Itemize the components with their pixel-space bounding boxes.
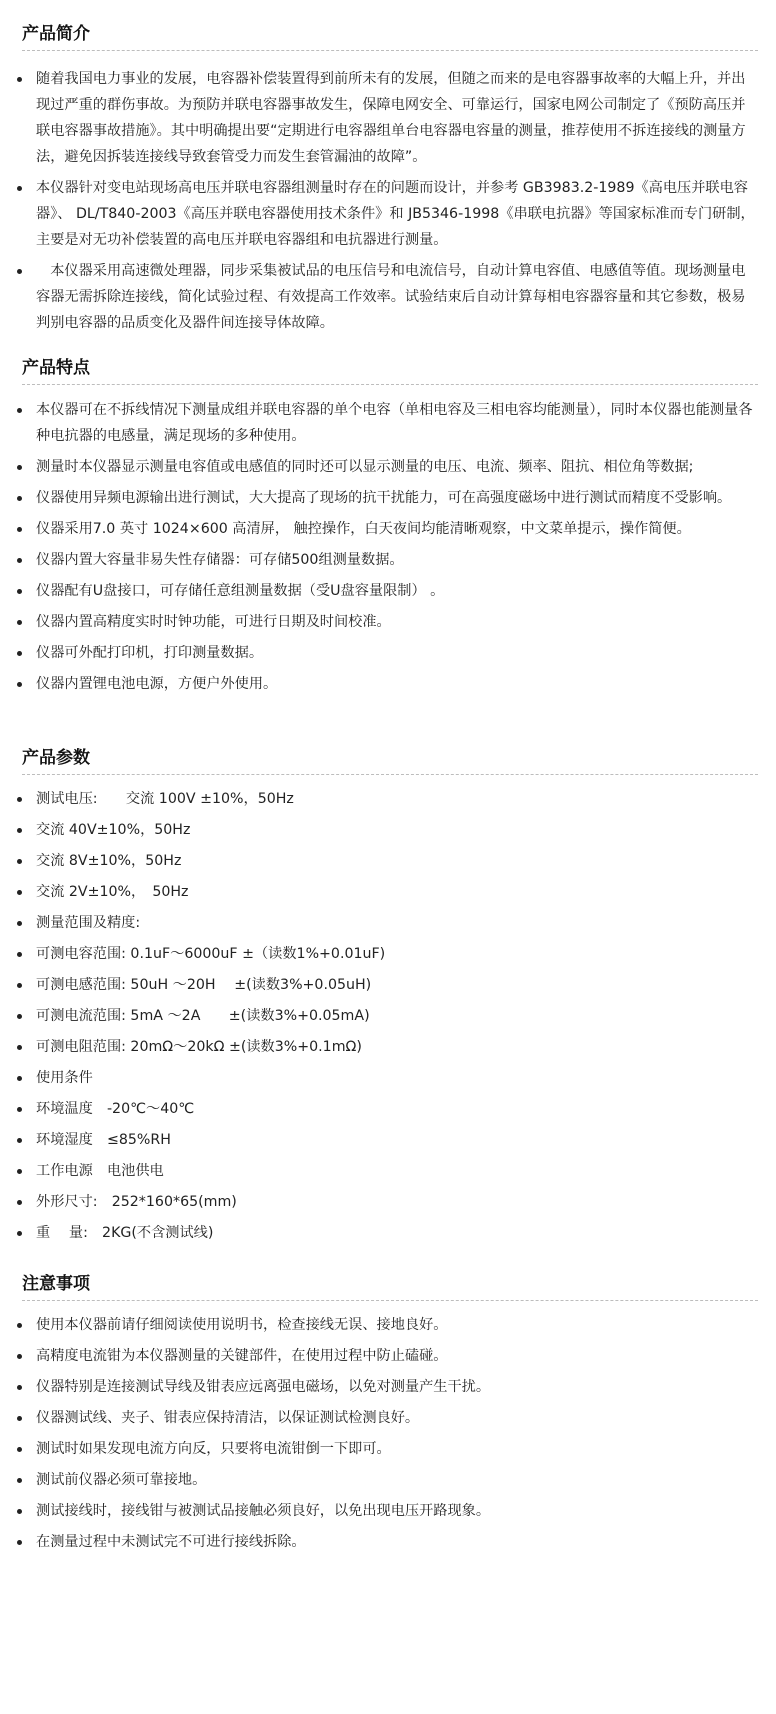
bullet-icon — [17, 682, 22, 687]
section-header-features — [0, 350, 776, 386]
notes-list — [0, 1312, 776, 1560]
list-item-text: 仪器测试线、夹子、钳表应保持清洁，以保证测试检测良好。 — [36, 1410, 420, 1426]
bullet-icon — [17, 952, 22, 957]
section-title-params: 产品参数 — [22, 748, 90, 768]
list-item — [0, 1467, 776, 1493]
list-item-text: 仪器配有U盘接口，可存储任意组测量数据（受U盘容量限制） 。 — [36, 583, 445, 599]
list-item — [0, 258, 776, 336]
bullet-icon — [17, 651, 22, 656]
bullet-icon — [17, 465, 22, 470]
list-item-text: 环境温度 -20℃～40℃ — [36, 1101, 195, 1117]
list-item — [0, 397, 776, 449]
bullet-icon — [17, 496, 22, 501]
list-item — [0, 1529, 776, 1555]
list-item — [0, 454, 776, 480]
list-item-text: 仪器特别是连接测试导线及钳表应远离强电磁场，以免对测量产生干扰。 — [36, 1379, 491, 1395]
list-item-text: 仪器内置高精度实时时钟功能，可进行日期及时间校准。 — [36, 614, 391, 630]
bullet-icon — [17, 620, 22, 625]
list-item-text: 仪器可外配打印机，打印测量数据。 — [36, 645, 264, 661]
list-item — [0, 1189, 776, 1215]
section-title-notes: 注意事项 — [22, 1274, 90, 1294]
list-item — [0, 516, 776, 542]
list-item — [0, 1343, 776, 1369]
list-item-text: 测试电压: 交流 100V ±10%，50Hz — [36, 791, 294, 807]
list-item — [0, 1312, 776, 1338]
bullet-icon — [17, 1014, 22, 1019]
bullet-icon — [17, 558, 22, 563]
list-item-text: 本仪器针对变电站现场高电压并联电容器组测量时存在的问题而设计，并参考 GB3983.2-1989《高电压并联电容器》、 DL/T840-2003《高压并联电容器使用技术条件》和 JB5346-1998《串联电抗器》等国家标准而专门研制，主要是对无功补偿装置的高电压并联电容器组和电抗器进行测量。 — [36, 180, 755, 248]
list-item-text: 测量范围及精度: — [36, 915, 141, 931]
list-item — [0, 941, 776, 967]
list-item-text: 测试时如果发现电流方向反，只要将电流钳倒一下即可。 — [36, 1441, 391, 1457]
list-item — [0, 175, 776, 253]
list-item-text: 仪器内置大容量非易失性存储器：可存储500组测量数据。 — [36, 552, 404, 568]
list-item-text: 可测电感范围: 50uH ～20H ±(读数3%+0.05uH) — [36, 977, 372, 993]
list-item — [0, 817, 776, 843]
bullet-icon — [17, 1138, 22, 1143]
bullet-icon — [17, 1478, 22, 1483]
list-item — [0, 578, 776, 604]
list-item-text: 外形尺寸: 252*160*65(mm) — [36, 1194, 237, 1210]
list-item-text: 环境湿度 ≤85%RH — [36, 1132, 171, 1148]
list-item-text: 交流 40V±10%，50Hz — [36, 822, 191, 838]
bullet-icon — [17, 408, 22, 413]
bullet-icon — [17, 828, 22, 833]
list-item — [0, 786, 776, 812]
section-divider — [22, 1300, 758, 1301]
section-title-intro: 产品简介 — [22, 24, 90, 44]
list-item — [0, 1096, 776, 1122]
list-item — [0, 1065, 776, 1091]
list-item-text: 重 量: 2KG(不含测试线) — [36, 1225, 214, 1241]
list-item — [0, 1220, 776, 1246]
section-title-features: 产品特点 — [22, 358, 90, 378]
bullet-icon — [17, 983, 22, 988]
bullet-icon — [17, 890, 22, 895]
bullet-icon — [17, 1323, 22, 1328]
bullet-icon — [17, 186, 22, 191]
bullet-icon — [17, 1354, 22, 1359]
bullet-icon — [17, 1416, 22, 1421]
bullet-icon — [17, 797, 22, 802]
list-item-text: 在测量过程中未测试完不可进行接线拆除。 — [36, 1534, 306, 1550]
list-item-text: 仪器内置锂电池电源，方便户外使用。 — [36, 676, 278, 692]
params-list — [0, 786, 776, 1251]
intro-list — [0, 66, 776, 341]
list-item — [0, 1127, 776, 1153]
list-item — [0, 1034, 776, 1060]
list-item — [0, 1498, 776, 1524]
section-header-notes — [0, 1266, 776, 1302]
list-item-text: 本仪器采用高速微处理器，同步采集被试品的电压信号和电流信号，自动计算电容值、电感值等值。现场测量电容器无需拆除连接线，简化试验过程、有效提高工作效率。试验结束后自动计算每相电容器容量和其它参数，极易判别电容器的品质变化及器件间连接导体故障。 — [36, 263, 746, 331]
list-item-text: 可测电阻范围: 20mΩ～20kΩ ±(读数3%+0.1mΩ) — [36, 1039, 362, 1055]
bullet-icon — [17, 589, 22, 594]
bullet-icon — [17, 1509, 22, 1514]
bullet-icon — [17, 269, 22, 274]
section-header-intro — [0, 16, 776, 52]
section-divider — [22, 50, 758, 51]
list-item — [0, 910, 776, 936]
list-item — [0, 1374, 776, 1400]
list-item — [0, 848, 776, 874]
section-divider — [22, 774, 758, 775]
list-item — [0, 547, 776, 573]
list-item — [0, 1158, 776, 1184]
list-item-text: 使用条件 — [36, 1070, 93, 1086]
list-item — [0, 671, 776, 697]
list-item-text: 仪器采用7.0 英寸 1024×600 高清屏， 触控操作，白天夜间均能清晰观察，中文菜单提示，操作简便。 — [36, 521, 691, 537]
list-item-text: 使用本仪器前请仔细阅读使用说明书，检查接线无误、接地良好。 — [36, 1317, 448, 1333]
bullet-icon — [17, 1200, 22, 1205]
list-item-text: 工作电源 电池供电 — [36, 1163, 164, 1179]
list-item — [0, 609, 776, 635]
bullet-icon — [17, 921, 22, 926]
list-item-text: 可测电容范围: 0.1uF～6000uF ±（读数1%+0.01uF) — [36, 946, 386, 962]
bullet-icon — [17, 527, 22, 532]
list-item-text: 交流 8V±10%，50Hz — [36, 853, 182, 869]
bullet-icon — [17, 1231, 22, 1236]
bullet-icon — [17, 77, 22, 82]
features-list — [0, 397, 776, 702]
list-item — [0, 1436, 776, 1462]
bullet-icon — [17, 859, 22, 864]
list-item-text: 测试接线时，接线钳与被测试品接触必须良好，以免出现电压开路现象。 — [36, 1503, 491, 1519]
bullet-icon — [17, 1169, 22, 1174]
list-item-text: 高精度电流钳为本仪器测量的关键部件，在使用过程中防止磕碰。 — [36, 1348, 448, 1364]
list-item-text: 测试前仪器必须可靠接地。 — [36, 1472, 207, 1488]
list-item — [0, 1405, 776, 1431]
list-item-text: 可测电流范围: 5mA ～2A ±(读数3%+0.05mA) — [36, 1008, 370, 1024]
bullet-icon — [17, 1447, 22, 1452]
section-divider — [22, 384, 758, 385]
list-item — [0, 640, 776, 666]
section-header-params — [0, 740, 776, 776]
list-item-text: 仪器使用异频电源输出进行测试，大大提高了现场的抗干扰能力，可在高强度磁场中进行测试而精度不受影响。 — [36, 490, 732, 506]
bullet-icon — [17, 1385, 22, 1390]
list-item-text: 交流 2V±10%， 50Hz — [36, 884, 189, 900]
list-item — [0, 485, 776, 511]
bullet-icon — [17, 1540, 22, 1545]
bullet-icon — [17, 1045, 22, 1050]
list-item-text: 本仪器可在不拆线情况下测量成组并联电容器的单个电容（单相电容及三相电容均能测量），同时本仪器也能测量各种电抗器的电感量，满足现场的多种使用。 — [36, 402, 753, 444]
list-item — [0, 972, 776, 998]
list-item-text: 随着我国电力事业的发展，电容器补偿装置得到前所未有的发展，但随之而来的是电容器事故率的大幅上升，并出现过严重的群伤事故。为预防并联电容器事故发生，保障电网安全、可靠运行，国家电网公司制定了《预防高压并联电容器事故措施》。其中明确提出要“定期进行电容器组单台电容器电容量的测量，推荐使用不拆连接线的测量方法，避免因拆装连接线导致套管受力而发生套管漏油的故障”。 — [36, 71, 746, 165]
bullet-icon — [17, 1076, 22, 1081]
list-item — [0, 1003, 776, 1029]
list-item-text: 测量时本仪器显示测量电容值或电感值的同时还可以显示测量的电压、电流、频率、阻抗、相位角等数据; — [36, 459, 694, 475]
list-item — [0, 66, 776, 170]
bullet-icon — [17, 1107, 22, 1112]
list-item — [0, 879, 776, 905]
